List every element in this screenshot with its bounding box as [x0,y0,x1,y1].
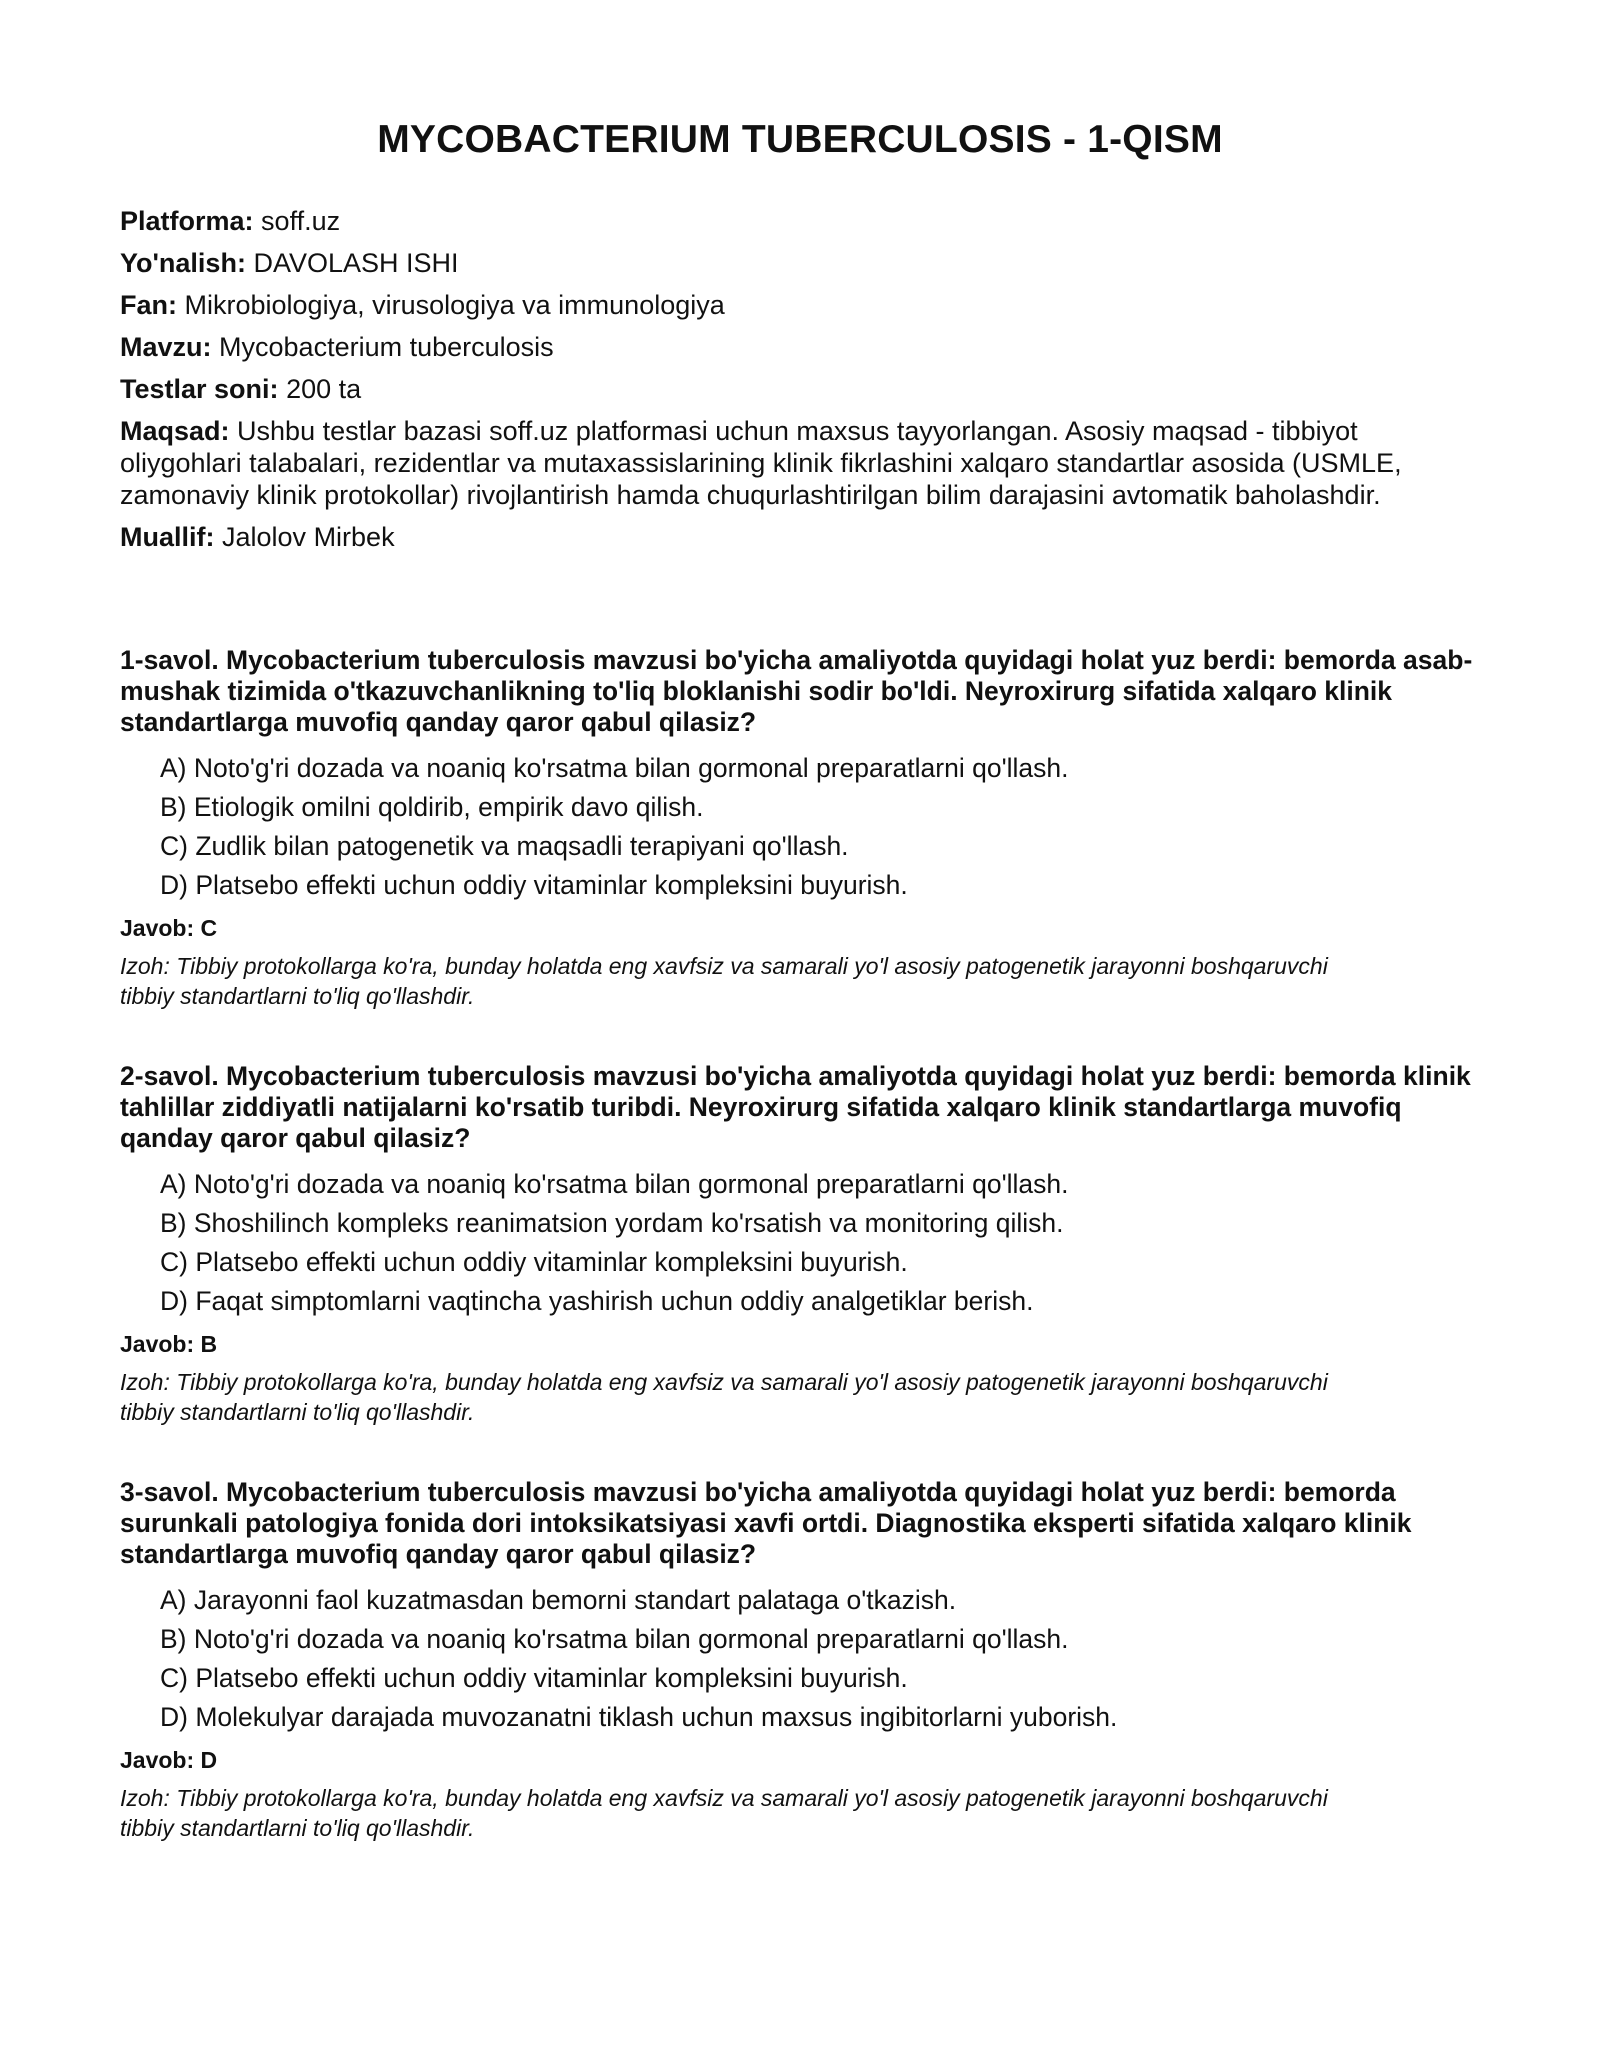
option-a: A) Jarayonni faol kuzatmasdan bemorni standart palataga o'tkazish. [160,1584,957,1615]
explanation-note: Izoh: Tibbiy protokollarga ko'ra, bunday holatda eng xavfsiz va samarali yo'l asosiy patogenetik jarayonni boshqaruvchi tibbiy standartlarni to'liq qo'llashdir. [120,1368,1328,1425]
option-d: D) Faqat simptomlarni vaqtincha yashirish uchun oddiy analgetiklar berish. [160,1285,1034,1316]
option-b: B) Etiologik omilni qoldirib, empirik davo qilish. [160,791,704,822]
meta-label: Fan: [120,289,177,320]
option-b: B) Shoshilinch kompleks reanimatsion yordam ko'rsatish va monitoring qilish. [160,1207,1064,1238]
meta-label: Mavzu: [120,331,212,362]
option-d: D) Platsebo effekti uchun oddiy vitaminlar kompleksini buyurish. [160,869,908,900]
question-text: 2-savol. Mycobacterium tuberculosis mavzusi bo'yicha amaliyotda quyidagi holat yuz berdi: bemorda klinik tahlillar ziddiyatli natijalarni ko'rsatib turibdi. Neyroxirurg sifatida xalqaro klinik standartlarga muvofiq qanday qaror qabul qilasiz? [120,1060,1471,1153]
option-c: C) Platsebo effekti uchun oddiy vitaminlar kompleksini buyurish. [160,1662,908,1693]
options-list [120,1584,1480,1733]
meta-direction [120,247,1480,279]
option-a: A) Noto'g'ri dozada va noaniq ko'rsatma bilan gormonal preparatlarni qo'llash. [160,1168,1069,1199]
document-page [120,118,1480,1893]
question-text: 3-savol. Mycobacterium tuberculosis mavzusi bo'yicha amaliyotda quyidagi holat yuz berdi: bemorda surunkali patologiya fonida dori intoksikatsiyasi xavfi ortdi. Diagnostika eksperti sifatida xalqaro klinik standartlarga muvofiq qanday qaror qabul qilasiz? [120,1476,1412,1569]
meta-value: Mycobacterium tuberculosis [219,331,554,362]
option-b: B) Noto'g'ri dozada va noaniq ko'rsatma bilan gormonal preparatlarni qo'llash. [160,1623,1069,1654]
option-d: D) Molekulyar darajada muvozanatni tiklash uchun maxsus ingibitorlarni yuborish. [160,1701,1118,1732]
option-c: C) Zudlik bilan patogenetik va maqsadli terapiyani qo'llash. [160,830,849,861]
meta-value: soff.uz [261,205,341,236]
question-2 [120,1061,1480,1427]
answer-label: Javob: B [120,1330,218,1357]
meta-topic [120,331,1480,363]
meta-subject [120,289,1480,321]
meta-purpose [120,415,1480,511]
answer-label: Javob: C [120,914,218,941]
options-list [120,1168,1480,1317]
metadata-block [120,205,1480,553]
explanation-note: Izoh: Tibbiy protokollarga ko'ra, bunday holatda eng xavfsiz va samarali yo'l asosiy patogenetik jarayonni boshqaruvchi tibbiy standartlarni to'liq qo'llashdir. [120,1784,1328,1841]
meta-platform [120,205,1480,237]
meta-value: DAVOLASH ISHI [253,247,459,278]
meta-test-count [120,373,1480,405]
meta-label: Testlar soni: [120,373,279,404]
meta-value: Jalolov Mirbek [222,521,395,552]
explanation-note: Izoh: Tibbiy protokollarga ko'ra, bunday holatda eng xavfsiz va samarali yo'l asosiy patogenetik jarayonni boshqaruvchi tibbiy standartlarni to'liq qo'llashdir. [120,952,1328,1009]
meta-author [120,521,1480,553]
meta-label: Muallif: [120,521,215,552]
meta-label: Maqsad: [120,415,230,446]
document-title: MYCOBACTERIUM TUBERCULOSIS - 1-QISM [377,118,1223,161]
meta-label: Platforma: [120,205,254,236]
options-list [120,752,1480,901]
question-1 [120,645,1480,1011]
question-text: 1-savol. Mycobacterium tuberculosis mavzusi bo'yicha amaliyotda quyidagi holat yuz berdi: bemorda asab-mushak tizimida o'tkazuvchanlikning to'liq bloklanishi sodir bo'ldi. Neyroxirurg sifatida xalqaro klinik standartlarga muvofiq qanday qaror qabul qilasiz? [120,644,1473,737]
meta-value: Mikrobiologiya, virusologiya va immunologiya [184,289,725,320]
option-a: A) Noto'g'ri dozada va noaniq ko'rsatma bilan gormonal preparatlarni qo'llash. [160,752,1069,783]
meta-value: 200 ta [286,373,362,404]
meta-value: Ushbu testlar bazasi soff.uz platformasi uchun maxsus tayyorlangan. Asosiy maqsad - tibbiyot oliygohlari talabalari, rezidentlar va mutaxassislarining klinik fikrlashini xalqaro standartlar asosida (USMLE, zamonaviy klinik protokollar) rivojlantirish hamda chuqurlashtirilgan bilim darajasini avtomatik baholashdir. [120,415,1402,510]
meta-label: Yo'nalish: [120,247,246,278]
question-3 [120,1477,1480,1843]
option-c: C) Platsebo effekti uchun oddiy vitaminlar kompleksini buyurish. [160,1246,908,1277]
answer-label: Javob: D [120,1746,218,1773]
